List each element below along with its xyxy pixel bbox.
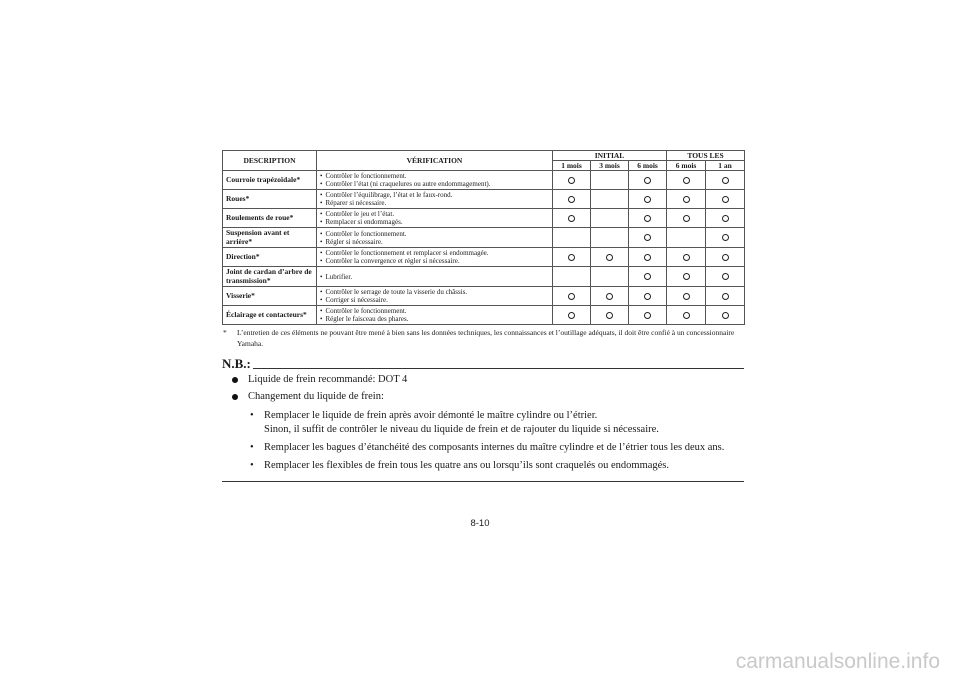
page-content	[222, 150, 744, 482]
circle-mark-icon	[722, 177, 729, 184]
header-tous-les: TOUS LES	[667, 151, 745, 161]
circle-mark-icon	[568, 312, 575, 319]
circle-mark-icon	[683, 215, 690, 222]
check-item: • Contrôler l’état (ni craquelures ou autre endommagement).	[320, 180, 549, 188]
circle-mark-icon	[722, 234, 729, 241]
footnote-text: L’entretien de ces éléments ne pouvant être mené à bien sans les données techniques, les connaissances et l’outillage adéquats, il doit être confié à un concessionnaire Yamaha.	[237, 328, 735, 348]
nb-item-text: Liquide de frein recommandé: DOT 4	[248, 374, 408, 385]
table-row	[223, 228, 745, 248]
nb-item	[222, 373, 744, 388]
interval-cell	[706, 171, 745, 190]
circle-mark-icon	[722, 273, 729, 280]
circle-mark-icon	[644, 196, 651, 203]
interval-cell	[591, 209, 629, 228]
check-item: • Contrôler le serrage de toute la visserie du châssis.	[320, 288, 549, 296]
interval-cell	[553, 228, 591, 248]
interval-cell	[706, 267, 745, 287]
nb-subitem-text: Remplacer les flexibles de frein tous les quatre ans ou lorsqu’ils sont craquelés ou endommagés.	[264, 460, 670, 471]
maintenance-table	[222, 150, 745, 325]
circle-mark-icon	[722, 312, 729, 319]
circle-mark-icon	[722, 254, 729, 261]
row-verification	[317, 287, 553, 306]
circle-mark-icon	[644, 293, 651, 300]
table-row	[223, 209, 745, 228]
interval-cell	[706, 248, 745, 267]
interval-cell	[667, 171, 706, 190]
interval-cell	[629, 190, 667, 209]
interval-cell	[706, 287, 745, 306]
table-row	[223, 267, 745, 287]
interval-cell	[629, 248, 667, 267]
header-interval: 6 mois	[667, 161, 706, 171]
circle-mark-icon	[568, 177, 575, 184]
nb-body	[222, 373, 744, 473]
circle-mark-icon	[683, 273, 690, 280]
row-description: Direction*	[223, 248, 317, 267]
interval-cell	[553, 209, 591, 228]
interval-cell	[706, 306, 745, 325]
header-interval: 6 mois	[629, 161, 667, 171]
nb-subitem-text: Remplacer le liquide de frein après avoir démonté le maître cylindre ou l’étrier.	[264, 410, 598, 421]
footnote	[222, 327, 744, 349]
row-verification	[317, 267, 553, 287]
interval-cell	[629, 228, 667, 248]
interval-cell	[591, 248, 629, 267]
watermark: carmanualsonline.info	[735, 650, 940, 673]
interval-cell	[553, 171, 591, 190]
interval-cell	[591, 287, 629, 306]
table-row	[223, 171, 745, 190]
row-description: Éclairage et contacteurs*	[223, 306, 317, 325]
row-description: Suspension avant et arrière*	[223, 228, 317, 248]
nb-subitem-continuation: Sinon, il suffit de contrôler le niveau du liquide de frein et de rajouter du liquide si nécessaire.	[264, 424, 659, 435]
nb-heading	[222, 357, 744, 371]
circle-mark-icon	[683, 293, 690, 300]
bullet-icon: •	[250, 442, 254, 453]
interval-cell	[667, 287, 706, 306]
circle-mark-icon	[606, 254, 613, 261]
check-item: • Contrôler le jeu et l’état.	[320, 210, 549, 218]
check-item: • Contrôler l’équilibrage, l’état et le faux-rond.	[320, 191, 549, 199]
nb-subitem-text: Remplacer les bagues d’étanchéité des composants internes du maître cylindre et de l’étrier tous les deux ans.	[264, 442, 725, 453]
interval-cell	[591, 306, 629, 325]
interval-cell	[629, 287, 667, 306]
row-verification	[317, 228, 553, 248]
interval-cell	[706, 190, 745, 209]
interval-cell	[706, 228, 745, 248]
check-item: • Contrôler le fonctionnement et remplacer si endommagée.	[320, 249, 549, 257]
interval-cell	[667, 306, 706, 325]
check-item: • Contrôler le fonctionnement.	[320, 307, 549, 315]
nb-item-text: Changement du liquide de frein:	[248, 391, 384, 402]
interval-cell	[629, 306, 667, 325]
interval-cell	[706, 209, 745, 228]
table-row	[223, 287, 745, 306]
nb-rule	[253, 368, 744, 369]
circle-mark-icon	[606, 293, 613, 300]
circle-mark-icon	[644, 312, 651, 319]
nb-item	[222, 390, 744, 405]
circle-mark-icon	[568, 196, 575, 203]
check-item: • Régler si nécessaire.	[320, 238, 549, 246]
interval-cell	[553, 190, 591, 209]
row-verification	[317, 171, 553, 190]
table-row	[223, 248, 745, 267]
interval-cell	[667, 267, 706, 287]
circle-mark-icon	[722, 293, 729, 300]
nb-end-rule	[222, 481, 744, 482]
circle-mark-icon	[606, 312, 613, 319]
interval-cell	[629, 267, 667, 287]
interval-cell	[629, 171, 667, 190]
interval-cell	[553, 248, 591, 267]
circle-mark-icon	[568, 293, 575, 300]
circle-mark-icon	[722, 215, 729, 222]
page-number: 8-10	[470, 518, 490, 529]
interval-cell	[667, 190, 706, 209]
row-verification	[317, 248, 553, 267]
header-interval: 1 mois	[553, 161, 591, 171]
row-description: Roulements de roue*	[223, 209, 317, 228]
circle-mark-icon	[683, 196, 690, 203]
nb-subitem	[222, 441, 744, 455]
circle-mark-icon	[683, 177, 690, 184]
check-item: • Corriger si nécessaire.	[320, 296, 549, 304]
circle-mark-icon	[568, 254, 575, 261]
check-item: • Contrôler le fonctionnement.	[320, 172, 549, 180]
circle-mark-icon	[683, 254, 690, 261]
footnote-asterisk: *	[223, 328, 227, 337]
bullet-dot-icon	[232, 394, 238, 400]
circle-mark-icon	[644, 215, 651, 222]
bullet-dot-icon	[232, 377, 238, 383]
check-item: • Réparer si nécessaire.	[320, 199, 549, 207]
header-interval: 3 mois	[591, 161, 629, 171]
table-row	[223, 190, 745, 209]
row-verification	[317, 306, 553, 325]
check-item: • Contrôler la convergence et régler si nécessaire.	[320, 257, 549, 265]
row-verification	[317, 190, 553, 209]
circle-mark-icon	[683, 312, 690, 319]
interval-cell	[591, 228, 629, 248]
row-description: Joint de cardan d’arbre de transmission*	[223, 267, 317, 287]
interval-cell	[629, 209, 667, 228]
check-item: • Régler le faisceau des phares.	[320, 315, 549, 323]
header-interval: 1 an	[706, 161, 745, 171]
nb-title: N.B.:	[222, 356, 251, 371]
circle-mark-icon	[644, 254, 651, 261]
bullet-icon: •	[250, 460, 254, 471]
table-row	[223, 306, 745, 325]
interval-cell	[667, 209, 706, 228]
circle-mark-icon	[644, 177, 651, 184]
interval-cell	[553, 267, 591, 287]
nb-subitem	[222, 459, 744, 473]
check-item: • Contrôler le fonctionnement.	[320, 230, 549, 238]
row-description: Roues*	[223, 190, 317, 209]
interval-cell	[667, 228, 706, 248]
interval-cell	[591, 267, 629, 287]
interval-cell	[667, 248, 706, 267]
row-description: Visserie*	[223, 287, 317, 306]
row-description: Courroie trapézoïdale*	[223, 171, 317, 190]
circle-mark-icon	[722, 196, 729, 203]
header-description: DESCRIPTION	[223, 151, 317, 171]
header-initial: INITIAL	[553, 151, 667, 161]
interval-cell	[553, 287, 591, 306]
circle-mark-icon	[568, 215, 575, 222]
circle-mark-icon	[644, 273, 651, 280]
check-item: • Lubrifier.	[320, 273, 549, 281]
bullet-icon: •	[250, 410, 254, 421]
interval-cell	[591, 171, 629, 190]
maintenance-table-body	[223, 171, 745, 325]
circle-mark-icon	[644, 234, 651, 241]
header-verification: VÉRIFICATION	[317, 151, 553, 171]
check-item: • Remplacer si endommagés.	[320, 218, 549, 226]
interval-cell	[553, 306, 591, 325]
nb-subitem	[222, 409, 744, 437]
interval-cell	[591, 190, 629, 209]
row-verification	[317, 209, 553, 228]
